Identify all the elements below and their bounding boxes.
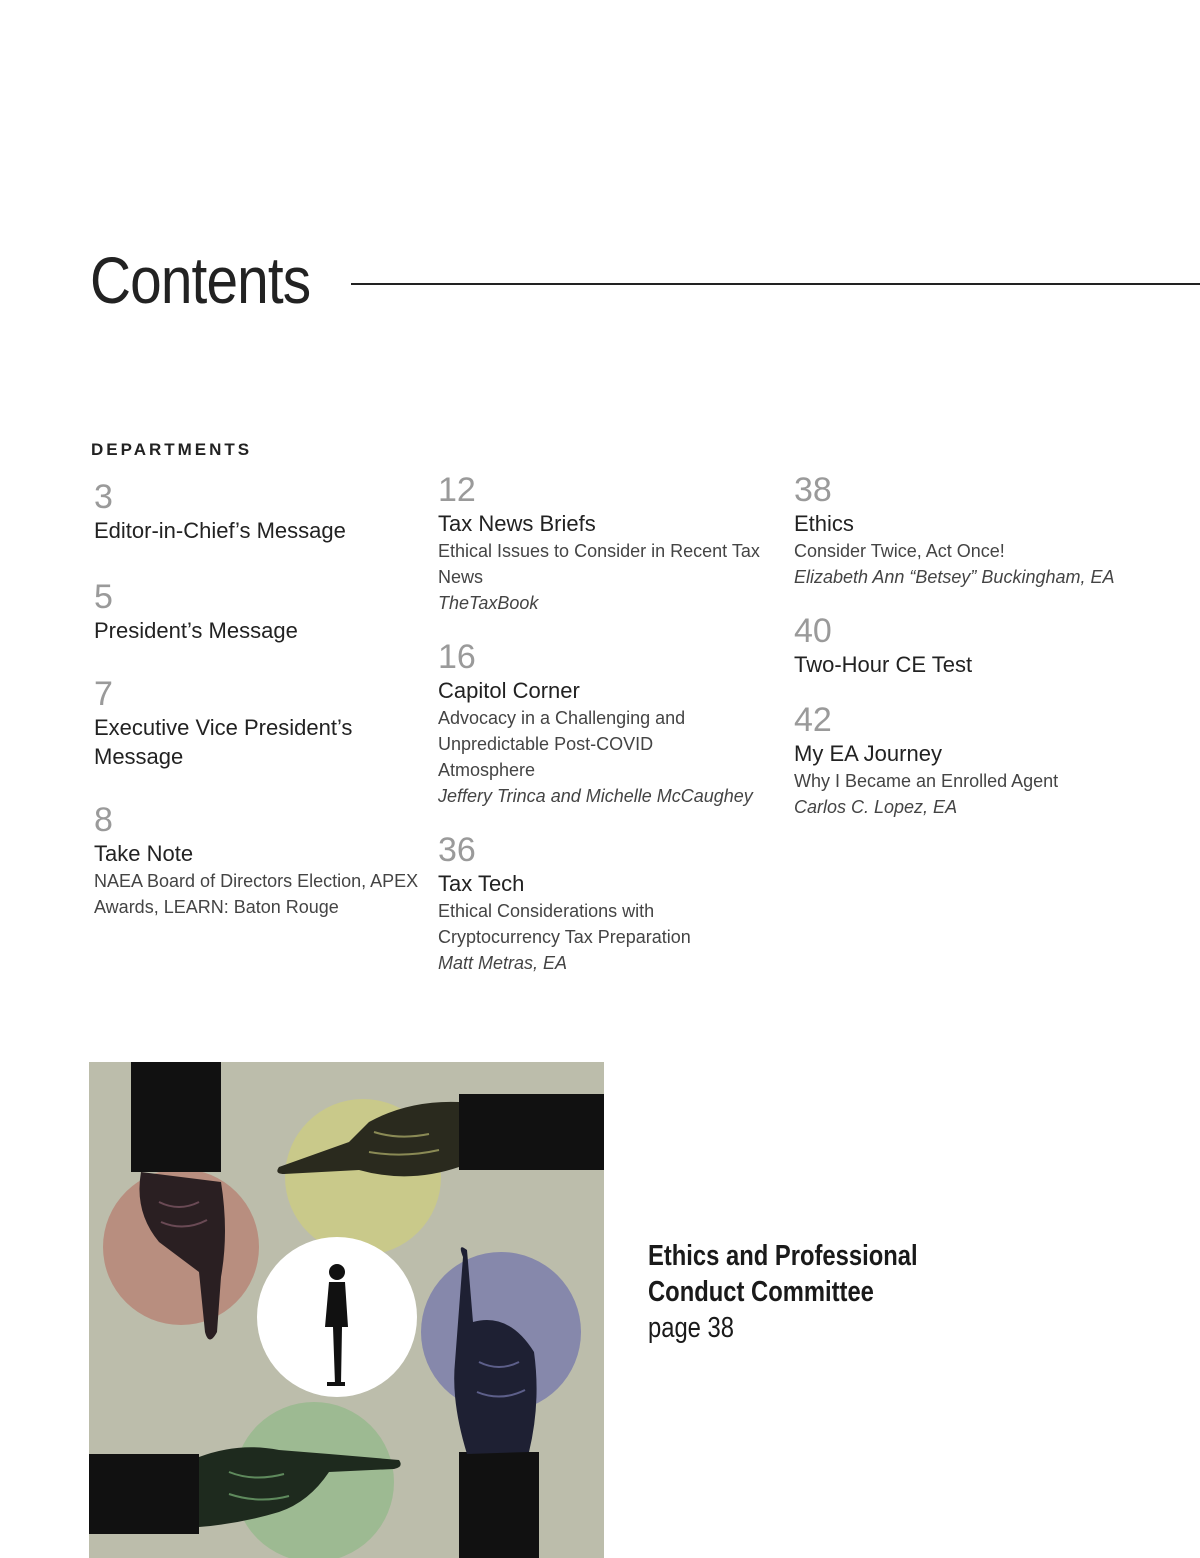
feature-illustration[interactable] [89,1062,604,1558]
toc-description: Ethical Issues to Consider in Recent Tax News [438,541,760,587]
title-rule [351,283,1200,285]
toc-title: Two-Hour CE Test [794,652,973,677]
feature-caption[interactable] [648,1238,977,1346]
toc-title: Capitol Corner [438,678,580,703]
toc-entry[interactable] [438,831,783,976]
toc-page-number: 5 [94,578,113,616]
toc-description: Consider Twice, Act Once! [794,541,1005,561]
toc-entry[interactable] [94,578,424,645]
toc-description: NAEA Board of Directors Election, APEX Awards, LEARN: Baton Rouge [94,871,419,917]
toc-entry[interactable] [94,478,424,545]
toc-entry[interactable] [438,471,783,616]
toc-page-number: 3 [94,478,113,516]
page-title: Contents [90,243,311,317]
toc-page-number: 16 [438,638,476,676]
toc-author: Elizabeth Ann “Betsey” Buckingham, EA [794,567,1115,587]
toc-title: President’s Message [94,618,298,643]
toc-description: Ethical Considerations with Cryptocurrency Tax Preparation [438,901,691,947]
toc-description: Advocacy in a Challenging and Unpredictable Post-COVID Atmosphere [438,708,686,780]
toc-page-number: 36 [438,831,476,869]
toc-page-number: 8 [94,801,113,839]
toc-page-number: 7 [94,675,113,713]
toc-title: Take Note [94,841,194,866]
toc-entry[interactable] [94,801,424,920]
sleeve-top-right [459,1094,604,1170]
toc-page-number: 12 [438,471,476,509]
toc-title: Tax News Briefs [438,511,596,536]
toc-entry[interactable] [94,675,394,771]
toc-title: Tax Tech [438,871,525,896]
toc-author: Carlos C. Lopez, EA [794,797,958,817]
toc-page-number: 38 [794,471,832,509]
sleeve-top-left [131,1062,221,1172]
section-label-departments: DEPARTMENTS [91,440,253,459]
toc-title: My EA Journey [794,741,942,766]
toc-page-number: 40 [794,612,832,650]
toc-title: Editor-in-Chief’s Message [94,518,346,543]
toc-entry[interactable] [794,701,1194,820]
toc-author: TheTaxBook [438,593,539,613]
sleeve-bottom-right [459,1452,539,1558]
toc-description: Why I Became an Enrolled Agent [794,771,1059,791]
toc-title: Executive Vice President’s Message [94,715,353,769]
feature-title-line-2: Conduct Committee [648,1276,874,1308]
feature-page-reference: page 38 [648,1312,734,1344]
toc-column-2 [438,471,783,976]
toc-page-number: 42 [794,701,832,739]
toc-column-3 [794,471,1194,820]
toc-entry[interactable] [794,471,1194,590]
toc-entry[interactable] [794,612,1194,679]
toc-column-1 [94,478,424,920]
sleeve-bottom-left [89,1454,199,1534]
toc-author: Jeffery Trinca and Michelle McCaughey [438,786,753,806]
pointing-hands-illustration-icon [89,1062,604,1558]
toc-author: Matt Metras, EA [438,953,568,973]
toc-title: Ethics [794,511,854,536]
toc-entry[interactable] [438,638,783,809]
feature-title-line-1: Ethics and Professional [648,1240,918,1272]
